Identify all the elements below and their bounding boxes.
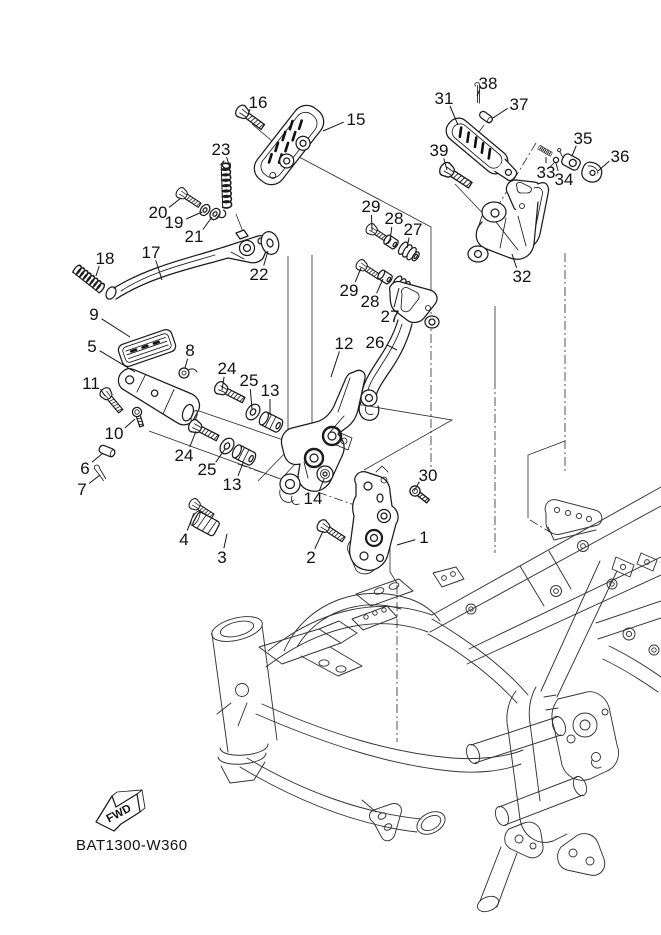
callout-20: 20 [148, 203, 168, 222]
callout-leader-22 [264, 251, 268, 266]
callout-leader-6 [92, 453, 103, 462]
callout-5: 5 [87, 337, 97, 356]
part-13-collar-upper [257, 410, 284, 433]
part-20-bolt [174, 186, 202, 210]
callout-leader-19 [186, 212, 202, 219]
callout-16: 16 [248, 93, 268, 112]
part-7-clip [92, 464, 109, 481]
callout-4: 4 [179, 530, 189, 549]
callout-28: 28 [384, 209, 404, 228]
callout-14: 14 [303, 489, 323, 508]
part-24-bolt-lower [187, 418, 221, 444]
callout-13: 13 [222, 475, 242, 494]
callout-30: 30 [418, 466, 438, 485]
callout-leader-1 [397, 540, 415, 545]
callout-leader-9 [102, 319, 130, 337]
frame-bosses [466, 541, 659, 656]
callout-31: 31 [434, 89, 454, 108]
callout-leader-8 [185, 359, 188, 368]
callout-38: 38 [478, 74, 498, 93]
callout-leader-10 [125, 419, 135, 428]
callout-33: 33 [536, 163, 556, 182]
callout-leader-24 [190, 431, 196, 447]
part-28-collar-lower [376, 269, 393, 285]
callout-21: 21 [184, 227, 204, 246]
fwd-marker [96, 790, 145, 831]
callouts-layer [77, 74, 629, 567]
callout-leader-15 [323, 122, 344, 131]
callout-12: 12 [334, 334, 354, 353]
callout-13: 13 [260, 381, 280, 400]
callout-28: 28 [360, 292, 380, 311]
part-37-pin [478, 110, 493, 124]
callout-10: 10 [104, 424, 124, 443]
callout-27: 27 [403, 220, 423, 239]
callout-24: 24 [174, 446, 194, 465]
part-14-nut [317, 466, 333, 482]
diagram-code: BAT1300-W360 [76, 837, 188, 854]
callout-39: 39 [429, 141, 449, 160]
part-36-cover [579, 159, 606, 185]
callout-leader-7 [89, 475, 100, 484]
part-2-bolt [315, 518, 347, 545]
callout-32: 32 [512, 267, 532, 286]
callout-leader-26 [387, 345, 397, 350]
motorcycle-frame [209, 487, 661, 915]
fwd-label: FWD [104, 802, 134, 826]
callout-29: 29 [361, 197, 381, 216]
callout-15: 15 [346, 110, 366, 129]
callout-leader-2 [315, 531, 323, 549]
callout-19: 19 [164, 213, 184, 232]
callout-9: 9 [89, 305, 99, 324]
callout-leader-21 [203, 217, 212, 230]
callout-17: 17 [141, 243, 161, 262]
callout-27: 27 [380, 307, 400, 326]
callout-leader-29 [372, 215, 373, 231]
callout-3: 3 [217, 548, 227, 567]
part-11-bolt [98, 386, 125, 415]
callout-23: 23 [211, 140, 231, 159]
part-10-screw [131, 406, 146, 427]
part-12-front-bracket [280, 370, 365, 504]
callout-25: 25 [197, 460, 217, 479]
part-13-collar-lower [230, 443, 257, 466]
callout-25: 25 [239, 371, 259, 390]
part-22-washer [259, 230, 282, 257]
callout-18: 18 [95, 249, 115, 268]
callout-8: 8 [185, 341, 195, 360]
callout-34: 34 [554, 170, 574, 189]
callout-11: 11 [82, 374, 100, 393]
part-32-rear-bracket [468, 180, 549, 262]
part-5-footrest-bracket [111, 366, 204, 429]
part-27-damper-upper [397, 241, 422, 264]
part-31-rear-footrest [442, 114, 523, 187]
part-18-spring [72, 264, 105, 293]
part-39-bolt [437, 160, 474, 191]
part-15-main-footrest [249, 100, 330, 191]
callout-29: 29 [339, 281, 359, 300]
callout-leader-3 [224, 534, 227, 548]
callout-7: 7 [77, 480, 87, 499]
parts [72, 82, 605, 570]
part-33-spring [538, 145, 553, 156]
callout-leader-37 [493, 108, 508, 118]
part-1-mount-plate [350, 466, 398, 570]
callout-35: 35 [573, 129, 593, 148]
part-30-screw [408, 484, 431, 505]
part-6-pin [98, 444, 116, 457]
callout-leader-20 [169, 198, 181, 207]
callout-leader-12 [331, 351, 339, 377]
callout-26: 26 [365, 333, 385, 352]
steering-head [209, 612, 277, 783]
callout-1: 1 [419, 528, 429, 547]
part-8-wave-washer [179, 368, 197, 378]
callout-22: 22 [249, 265, 269, 284]
callout-24: 24 [217, 359, 237, 378]
callout-37: 37 [509, 95, 529, 114]
callout-36: 36 [610, 147, 630, 166]
callout-2: 2 [306, 548, 316, 567]
callout-6: 6 [80, 459, 90, 478]
callout-leader-17 [156, 260, 162, 280]
